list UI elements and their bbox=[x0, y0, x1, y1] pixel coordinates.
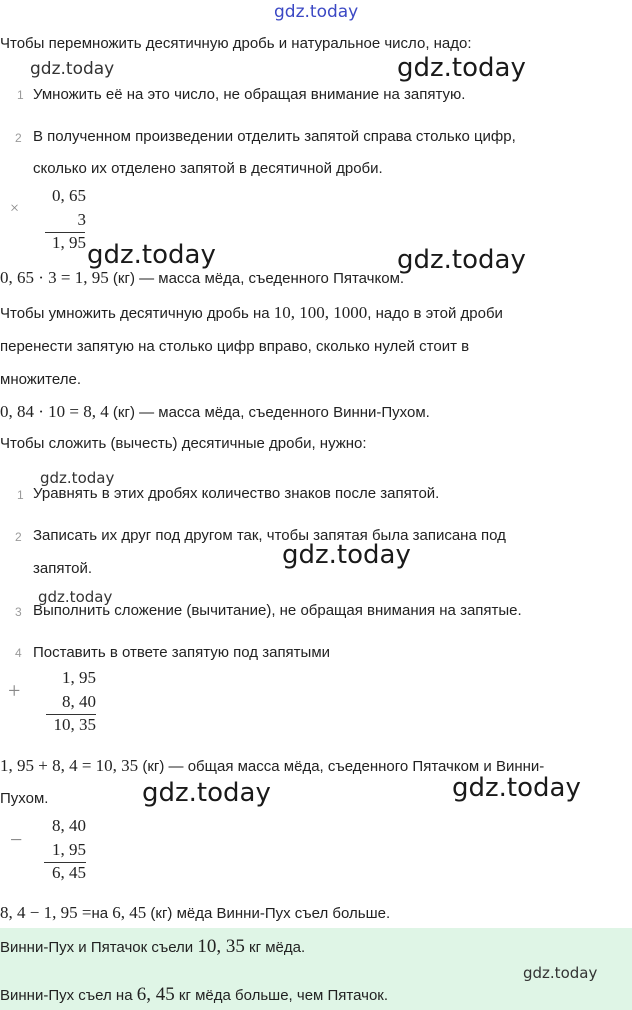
intro-add: Чтобы сложить (вычесть) десятичные дроби, нужно: bbox=[0, 435, 367, 452]
answer-text: Винни-Пух и Пятачок съели bbox=[0, 939, 198, 956]
step-text: Умножить её на это число, не обращая внимание на запятую. bbox=[33, 86, 466, 103]
step-number: 2 bbox=[15, 530, 22, 544]
column-operand: 1, 95 bbox=[62, 668, 96, 687]
watermark: gdz.today bbox=[452, 773, 581, 803]
equation-text: на bbox=[91, 905, 113, 922]
watermark: gdz.today bbox=[40, 469, 115, 487]
equation-text: (кг) мёда Винни-Пух съел больше. bbox=[146, 905, 391, 922]
equation-text: (кг) — общая масса мёда, съеденного Пятачком и Винни- bbox=[138, 758, 545, 775]
step-text: Записать их друг под другом так, чтобы запятая была записана под bbox=[33, 527, 506, 544]
minus-sign: − bbox=[10, 827, 23, 852]
step-text: Уравнять в этих дробях количество знаков после запятой. bbox=[33, 485, 440, 502]
step-number: 2 bbox=[15, 131, 22, 145]
step-number: 3 bbox=[15, 605, 22, 619]
equation: 0, 84 · 10 = 8, 4 bbox=[0, 402, 109, 421]
rule-math: 10, 100, 1000 bbox=[273, 303, 368, 322]
watermark: gdz.today bbox=[282, 540, 411, 570]
watermark: gdz.today bbox=[523, 964, 598, 982]
column-operand: 1, 95 bbox=[52, 840, 86, 859]
column-result: 1, 95 bbox=[52, 233, 86, 252]
step-text: Поставить в ответе запятую под запятыми bbox=[33, 644, 331, 661]
watermark: gdz.today bbox=[397, 53, 526, 83]
column-operand: 8, 40 bbox=[62, 692, 96, 711]
step-number: 1 bbox=[17, 88, 24, 102]
column-operand: 3 bbox=[77, 210, 86, 229]
step-text: сколько их отделено запятой в десятичной дроби. bbox=[33, 160, 383, 177]
watermark: gdz.today bbox=[30, 59, 115, 79]
step-number: 4 bbox=[15, 646, 22, 660]
watermark: gdz.today bbox=[142, 778, 271, 808]
equation-math: 6, 45 bbox=[112, 903, 147, 922]
step-text: В полученном произведении отделить запятой справа столько цифр, bbox=[33, 128, 516, 145]
watermark: gdz.today bbox=[38, 588, 113, 606]
equation-text: (кг) — масса мёда, съеденного Пятачком. bbox=[108, 270, 405, 287]
column-result: 6, 45 bbox=[52, 863, 86, 882]
rule-text: , надо в этой дроби bbox=[367, 305, 503, 322]
equation-text: Пухом. bbox=[0, 790, 49, 807]
answer-text: Винни-Пух съел на bbox=[0, 987, 137, 1004]
column-result: 10, 35 bbox=[53, 715, 96, 734]
plus-sign: + bbox=[8, 678, 21, 703]
intro-multiply: Чтобы перемножить десятичную дробь и натуральное число, надо: bbox=[0, 35, 472, 52]
watermark: gdz.today bbox=[397, 245, 526, 275]
equation: 1, 95 + 8, 4 = 10, 35 bbox=[0, 756, 139, 775]
answer-math: 10, 35 bbox=[197, 936, 245, 957]
rule-text: Чтобы умножить десятичную дробь на bbox=[0, 305, 274, 322]
answer-text: кг мёда. bbox=[244, 939, 306, 956]
equation: 8, 4 − 1, 95 = bbox=[0, 903, 92, 922]
step-text: запятой. bbox=[33, 560, 93, 577]
column-operand: 8, 40 bbox=[52, 816, 86, 835]
equation: 0, 65 · 3 = 1, 95 bbox=[0, 268, 109, 287]
equation-text: (кг) — масса мёда, съеденного Винни-Пухом. bbox=[108, 404, 430, 421]
watermark: gdz.today bbox=[87, 240, 216, 270]
watermark-top: gdz.today bbox=[274, 2, 359, 22]
rule-text: перенести запятую на столько цифр вправо, сколько нулей стоит в bbox=[0, 338, 470, 355]
column-operand: 0, 65 bbox=[52, 186, 86, 205]
answer-text: кг мёда больше, чем Пятачок. bbox=[174, 987, 389, 1004]
multiply-sign: × bbox=[10, 200, 20, 217]
step-number: 1 bbox=[17, 488, 24, 502]
answer-math: 6, 45 bbox=[136, 984, 175, 1005]
rule-text: множителе. bbox=[0, 371, 81, 388]
step-text: Выполнить сложение (вычитание), не обращая внимания на запятые. bbox=[33, 602, 522, 619]
